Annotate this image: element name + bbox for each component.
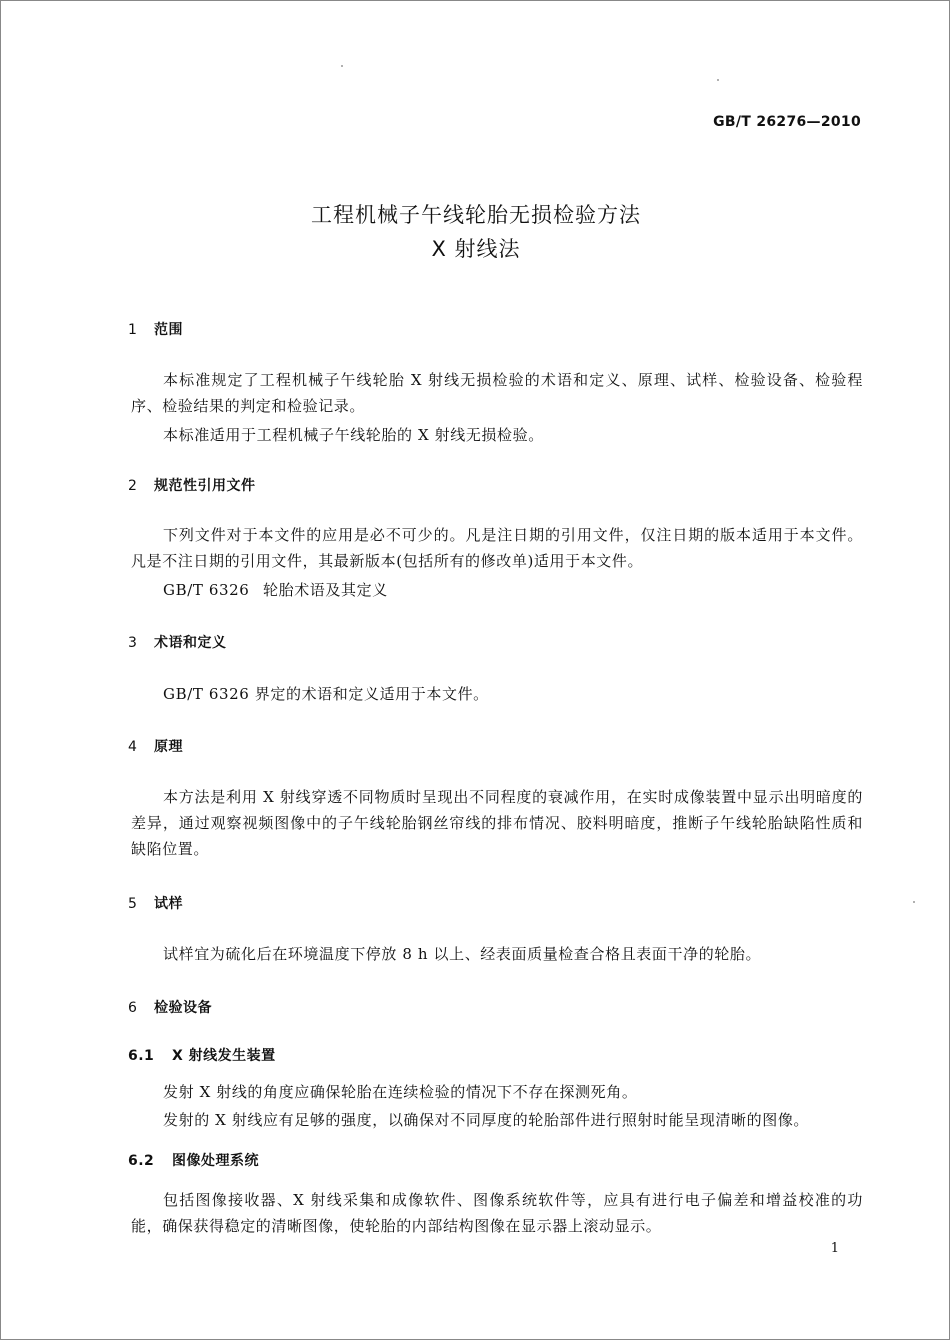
section-title: 检验设备: [154, 1000, 212, 1016]
section-number: 5: [128, 896, 138, 912]
section-heading-scope: [128, 319, 183, 339]
section-heading-specimen: [128, 893, 183, 913]
paragraph: 本标准适用于工程机械子午线轮胎的 X 射线无损检验。: [163, 426, 544, 444]
paragraph: 发射 X 射线的角度应确保轮胎在连续检验的情况下不存在探测死角。: [163, 1083, 638, 1101]
section-number: 2: [128, 478, 138, 494]
subsection-number: 6.1: [128, 1048, 155, 1064]
reference-title: 轮胎术语及其定义: [263, 581, 388, 599]
paragraph: GB/T 6326 界定的术语和定义适用于本文件。: [163, 685, 489, 703]
section-number: 6: [128, 1000, 138, 1016]
reference-entry: [163, 579, 388, 600]
paragraph: 本标准规定了工程机械子午线轮胎 X 射线无损检验的术语和定义、原理、试样、检验设备、检验程序、检验结果的判定和检验记录。: [131, 371, 863, 415]
scan-speck: [913, 901, 915, 903]
subsection-heading-xray-generator: [128, 1045, 276, 1065]
subsection-number: 6.2: [128, 1153, 155, 1169]
subsection-title: X 射线发生装置: [172, 1048, 276, 1064]
page-number: 1: [830, 1241, 839, 1256]
section-heading-terms: [128, 632, 227, 652]
scan-speck: [717, 79, 719, 81]
subsection-heading-image-processing: [128, 1150, 259, 1170]
paragraph: 本方法是利用 X 射线穿透不同物质时呈现出不同程度的衰减作用，在实时成像装置中显示出明暗度的差异，通过观察视频图像中的子午线轮胎钢丝帘线的排布情况、胶料明暗度，推断子午线轮胎缺陷性质和缺陷位置。: [131, 788, 863, 858]
paragraph: 下列文件对于本文件的应用是必不可少的。凡是注日期的引用文件，仅注日期的版本适用于本文件。凡是不注日期的引用文件，其最新版本(包括所有的修改单)适用于本文件。: [131, 526, 863, 570]
section-number: 3: [128, 635, 138, 651]
document-subtitle: X 射线法: [431, 237, 521, 261]
section-number: 1: [128, 322, 138, 338]
section-heading-equipment: [128, 997, 212, 1017]
subsection-title: 图像处理系统: [172, 1153, 259, 1169]
section-heading-normative-references: [128, 475, 256, 495]
paragraph: 包括图像接收器、X 射线采集和成像软件、图像系统软件等，应具有进行电子偏差和增益校准的功能，确保获得稳定的清晰图像，使轮胎的内部结构图像在显示器上滚动显示。: [131, 1191, 863, 1235]
section-title: 规范性引用文件: [154, 478, 256, 494]
scan-speck: [341, 65, 343, 67]
section-heading-principle: [128, 736, 183, 756]
section-title: 试样: [154, 896, 183, 912]
section-title: 原理: [154, 739, 183, 755]
section-title: 范围: [154, 322, 183, 338]
section-title: 术语和定义: [154, 635, 227, 651]
reference-code: GB/T 6326: [163, 581, 250, 599]
section-number: 4: [128, 739, 138, 755]
document-title: 工程机械子午线轮胎无损检验方法: [311, 203, 641, 227]
standard-number: GB/T 26276—2010: [713, 114, 861, 130]
paragraph: 发射的 X 射线应有足够的强度，以确保对不同厚度的轮胎部件进行照射时能呈现清晰的图像。: [163, 1111, 810, 1129]
paragraph: 试样宜为硫化后在环境温度下停放 8 h 以上、经表面质量检查合格且表面干净的轮胎。: [163, 945, 762, 963]
